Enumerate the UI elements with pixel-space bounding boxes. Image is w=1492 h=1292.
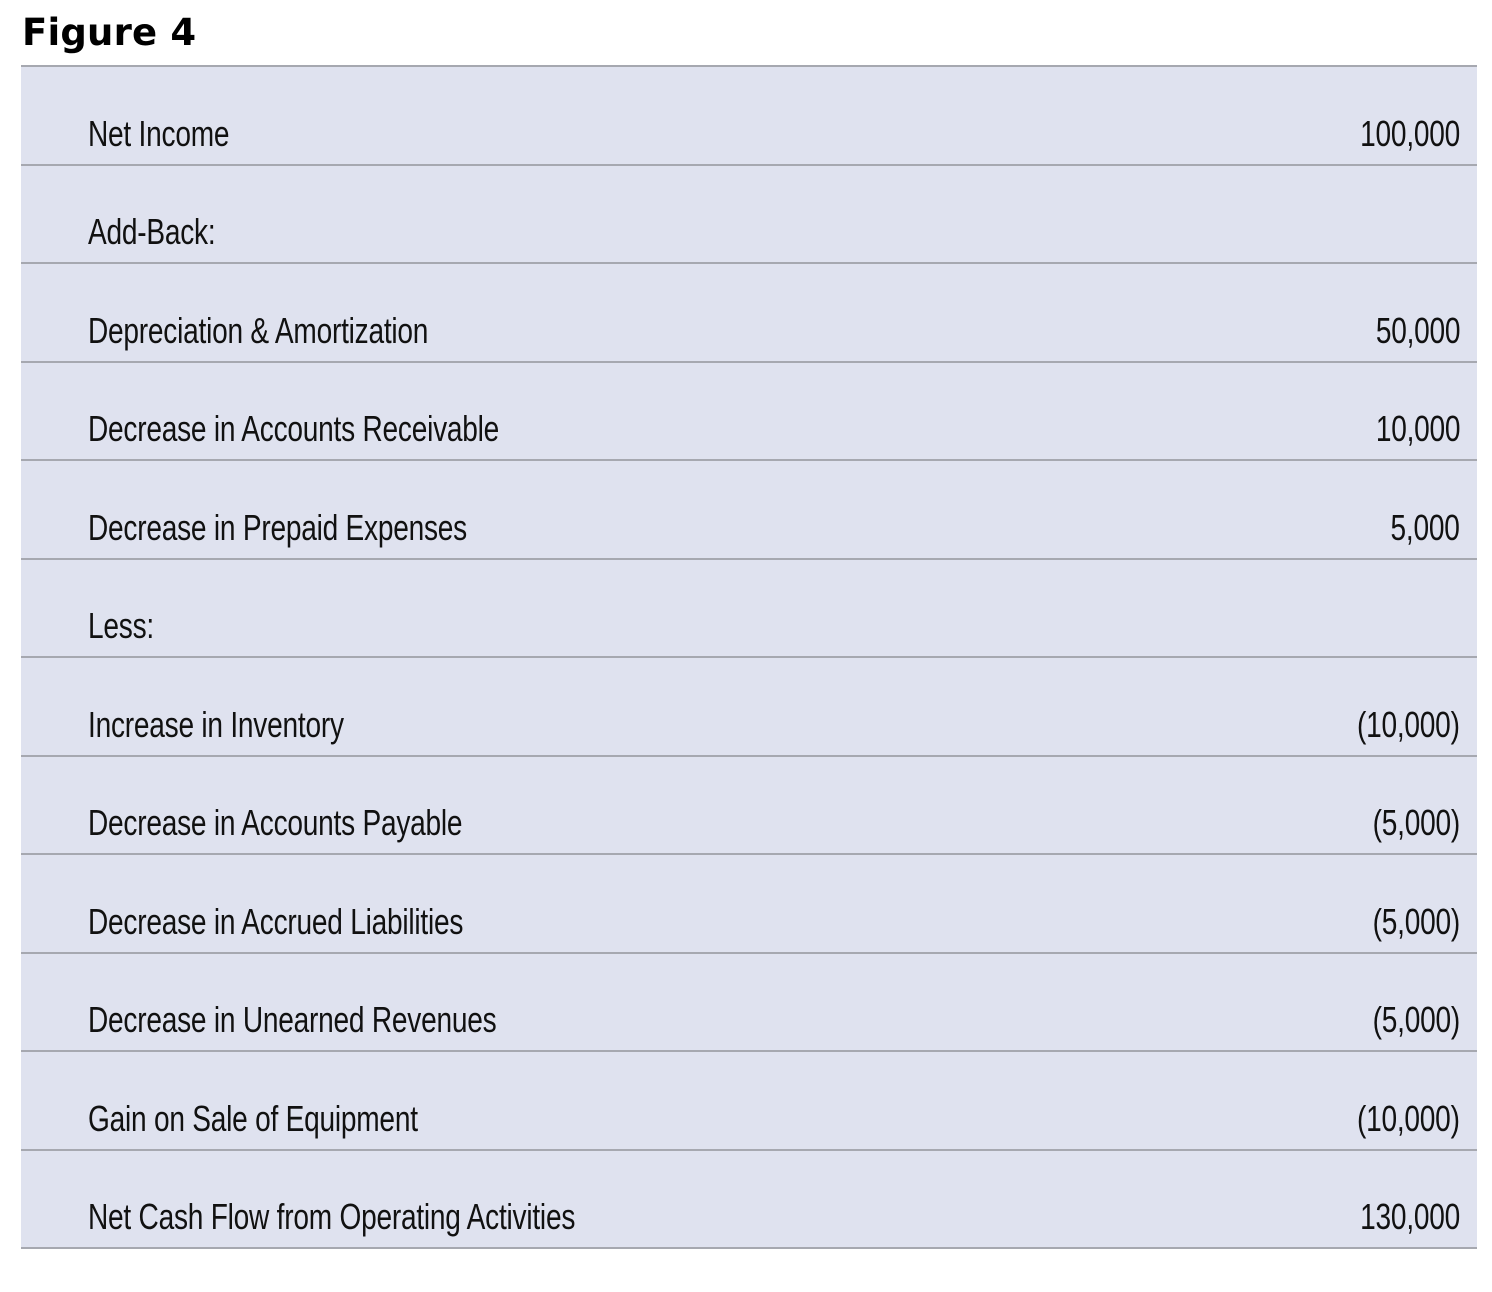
- section-label: Less:: [88, 605, 154, 646]
- table-row-accounts-payable: [21, 757, 1477, 856]
- row-label: Decrease in Accounts Receivable: [88, 408, 500, 449]
- row-value: (5,000): [1372, 900, 1460, 942]
- figure-title: Figure 4: [22, 11, 197, 54]
- row-value: 130,000: [1360, 1196, 1460, 1237]
- table-row-add-back-heading: [21, 166, 1477, 265]
- row-value: 100,000: [1360, 112, 1460, 154]
- row-value: (5,000): [1372, 802, 1460, 843]
- section-label: Add-Back:: [88, 211, 216, 252]
- table-row-accounts-receivable: [21, 363, 1477, 462]
- row-label: Net Cash Flow from Operating Activities: [88, 1196, 576, 1237]
- row-value: (10,000): [1357, 703, 1460, 745]
- row-value: 10,000: [1375, 408, 1460, 449]
- table-row-net-cash-flow: [21, 1151, 1477, 1250]
- table-row-gain-on-sale: [21, 1052, 1477, 1151]
- cash-flow-table: [21, 65, 1477, 1249]
- row-label: Decrease in Unearned Revenues: [88, 999, 497, 1040]
- row-label: Increase in Inventory: [88, 703, 344, 745]
- table-row-accrued-liabilities: [21, 855, 1477, 954]
- row-label: Decrease in Accounts Payable: [88, 802, 463, 843]
- table-row-prepaid-expenses: [21, 461, 1477, 560]
- table-row-inventory: [21, 658, 1477, 757]
- row-value: (5,000): [1372, 999, 1460, 1040]
- row-label: Decrease in Prepaid Expenses: [88, 506, 467, 548]
- row-value: 50,000: [1375, 309, 1460, 351]
- row-value: 5,000: [1390, 506, 1460, 548]
- table-row-net-income: [21, 67, 1477, 166]
- row-label: Depreciation & Amortization: [88, 309, 429, 351]
- row-label: Net Income: [88, 112, 230, 154]
- row-label: Gain on Sale of Equipment: [88, 1097, 418, 1139]
- table-row-unearned-revenues: [21, 954, 1477, 1053]
- table-row-depreciation-amortization: [21, 264, 1477, 363]
- row-label: Decrease in Accrued Liabilities: [88, 900, 464, 942]
- row-value: (10,000): [1357, 1097, 1460, 1139]
- table-row-less-heading: [21, 560, 1477, 659]
